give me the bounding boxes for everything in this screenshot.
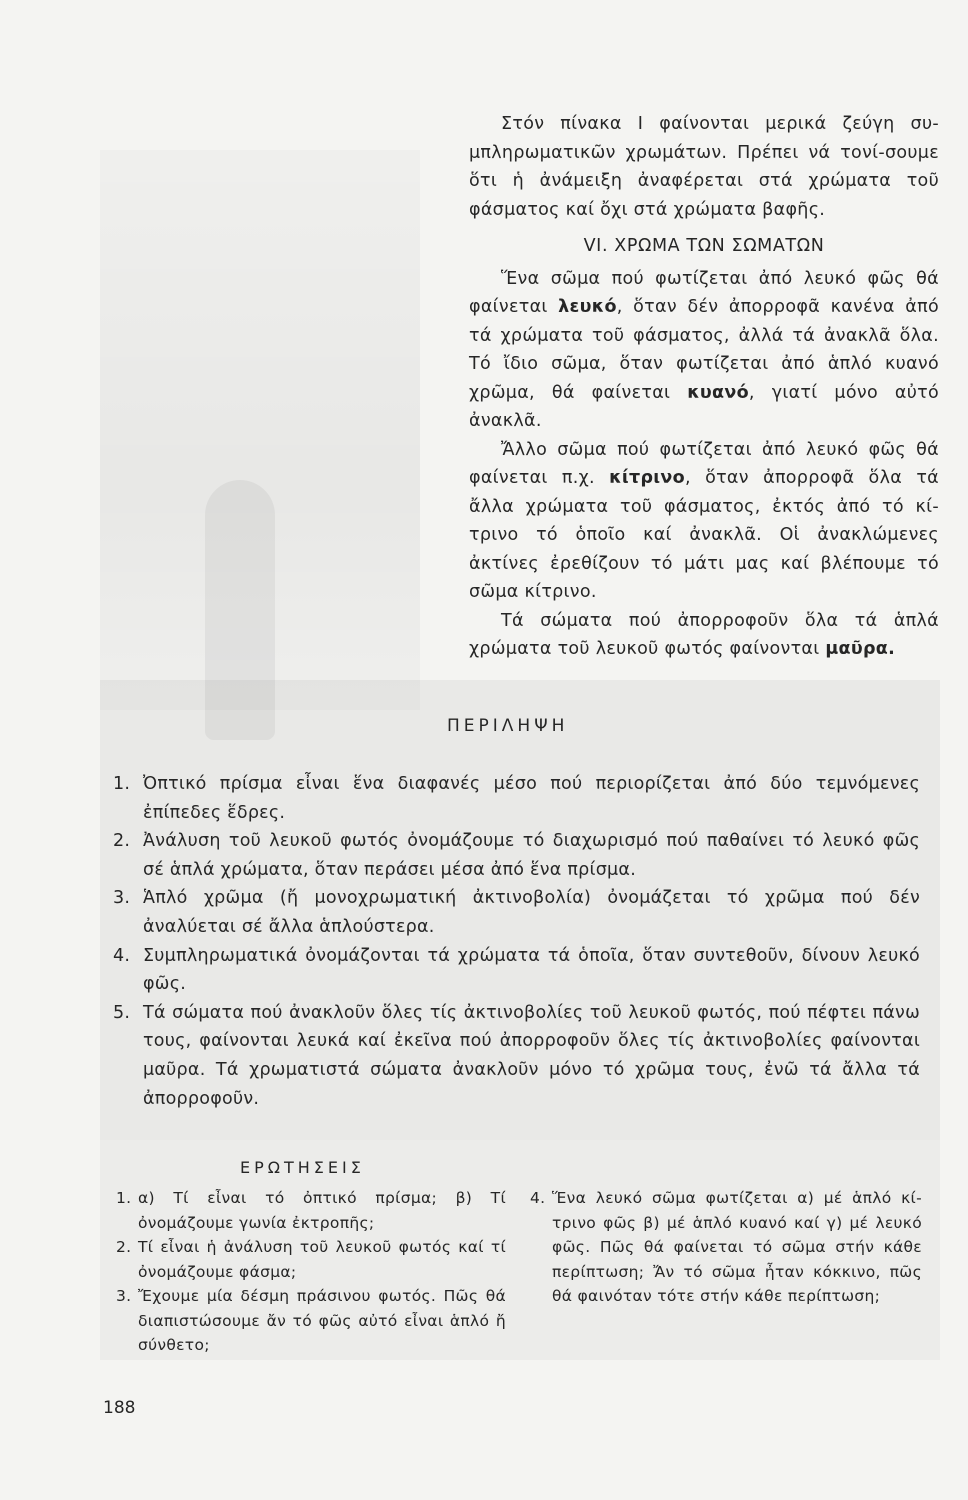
item-text: Ἕνα λευκό σῶμα φωτίζεται α) μέ ἁπλό κί-τρινο φῶς β) μέ ἁπλό κυανό καί γ) μέ λευκό φῶς. Πῶς θά φαίνεται τό σῶμα στήν κάθε περίπτωση; Ἄν τό σῶμα ἦταν κόκκινο, πῶς θά φαινόταν τότε στήν κάθε περίπτωση;: [552, 1189, 922, 1305]
question-item: [116, 1284, 506, 1358]
item-number: 1.: [116, 1189, 132, 1207]
bold-term-white: λευκό: [558, 297, 617, 317]
summary-item: [110, 770, 920, 827]
item-text: Συμπληρωματικά ὀνομάζονται τά χρώματα τά ὁποῖα, ὅταν συντεθοῦν, δίνουν λευκό φῶς.: [143, 945, 920, 995]
paragraph-complementary: Στόν πίνακα Ι φαίνονται μερικά ζεύγη συ-μπληρωματικῶν χρωμάτων. Πρέπει νά τονί-σουμε ὅτι ἡ ἀνάμειξη ἀναφέρεται στά χρώματα τοῦ φάσματος καί ὄχι στά χρώματα βαφῆς.: [469, 114, 939, 220]
item-number: 2.: [116, 1238, 132, 1256]
question-item: [530, 1186, 922, 1309]
item-text: α) Τί εἶναι τό ὀπτικό πρίσμα; β) Τί ὀνομάζουμε γωνία ἐκτροπῆς;: [138, 1189, 506, 1232]
item-text: Ἁπλό χρῶμα (ἤ μονοχρωματική ἀκτινοβολία) ὀνομάζεται τό χρῶμα πού δέν ἀναλύεται σέ ἄλλα ἁπλούστερα.: [143, 888, 920, 937]
text-run: , γιατί μόνο αὐτό ἀνακλᾶ.: [469, 382, 939, 431]
summary-item: [110, 884, 920, 941]
question-item: [116, 1235, 506, 1284]
text-run: Ἄλλο σῶμα πού φωτίζεται ἀπό λευκό φῶς θά φαίνεται π.χ.: [469, 439, 939, 488]
item-number: 1.: [113, 774, 131, 794]
summary-item: [110, 827, 920, 884]
paragraph-yellow-body: [469, 436, 939, 607]
item-number: 4.: [113, 945, 131, 966]
item-text: Τά σώματα πού ἀνακλοῦν ὅλες τίς ἀκτινοβολίες τοῦ λευκοῦ φωτός, πού πέφτει πάνω τους, φαίνονται λευκά καί ἐκεῖνα πού ἀπορροφοῦν ὅλες τίς ἀκτινοβολίες φαίνονται μαῦρα. Τά χρωματιστά σώματα ἀνακλοῦν μόνο τό χρῶμα τους, ἐνῶ τά ἄλλα τά ἀπορροφοῦν.: [143, 1002, 920, 1109]
bold-term-black: μαῦρα.: [825, 639, 896, 659]
item-number: 5.: [113, 1002, 131, 1023]
questions-title: ΕΡΩΤΗΣΕΙΣ: [240, 1158, 365, 1177]
paragraph-white-body: [469, 265, 939, 436]
item-text: Τί εἶναι ἡ ἀνάλυση τοῦ λευκοῦ φωτός καί τί ὀνομάζουμε φάσμα;: [138, 1238, 506, 1281]
item-text: Ἔχουμε μία δέσμη πράσινου φωτός. Πῶς θά διαπιστώσουμε ἄν τό φῶς αὐτό εἶναι ἁπλό ἤ σύνθετο;: [138, 1287, 506, 1354]
summary-list: [110, 770, 920, 1113]
page-number: 188: [103, 1398, 136, 1418]
text-run: Τά σώματα πού ἀπορροφοῦν ὅλα τά ἁπλά χρώματα τοῦ λευκοῦ φωτός φαίνονται: [469, 610, 939, 659]
text-run: Ἕνα σῶμα πού φωτίζεται ἀπό λευκό φῶς θά φαίνεται: [469, 268, 939, 317]
summary-title: ΠΕΡΙΛΗΨΗ: [447, 716, 569, 736]
section-heading: VI. ΧΡΩΜΑ ΤΩΝ ΣΩΜΑΤΩΝ: [583, 236, 825, 256]
paragraph-black-body: [469, 607, 939, 664]
questions-right-column: [530, 1186, 922, 1309]
item-number: 3.: [113, 888, 131, 909]
item-text: Ἀνάλυση τοῦ λευκοῦ φωτός ὀνομάζουμε τό διαχωρισμό πού παθαίνει τό λευκό φῶς σέ ἁπλά χρώματα, ὅταν περάσει μέσα ἀπό ἕνα πρίσμα.: [143, 831, 920, 880]
bold-term-cyan: κυανό: [687, 382, 749, 403]
summary-item: [110, 999, 920, 1113]
item-text: Ὀπτικό πρίσμα εἶναι ἕνα διαφανές μέσο πού περιορίζεται ἀπό δύο τεμνόμενες ἐπίπεδες ἕδρες.: [143, 774, 920, 823]
item-number: 4.: [530, 1189, 546, 1207]
summary-item: [110, 942, 920, 999]
item-number: 3.: [116, 1287, 132, 1305]
bold-term-yellow: κίτρινο: [609, 468, 685, 488]
text-run: , ὅταν ἀπορροφᾶ ὅλα τά ἄλλα χρώματα τοῦ φάσματος, ἐκτός ἀπό τό κί-τρινο τό ὁποῖο καί ἀνακλᾶ. Οἱ ἀνακλώμενες ἀκτίνες ἐρεθίζουν τό μάτι μας καί βλέπουμε τό σῶμα κίτρινο.: [469, 468, 939, 602]
question-item: [116, 1186, 506, 1235]
item-number: 2.: [113, 831, 131, 852]
main-text-column: [469, 110, 939, 664]
questions-left-column: [116, 1186, 506, 1358]
text-run: , ὅταν δέν ἀπορροφᾶ κανένα ἀπό τά χρώματα τοῦ φάσματος, ἀλλά τά ἀνακλᾶ ὅλα. Τό ἴδιο σῶμα, ὅταν φωτίζεται ἀπό ἁπλό κυανό χρῶμα, θά φαίνεται: [469, 297, 939, 403]
